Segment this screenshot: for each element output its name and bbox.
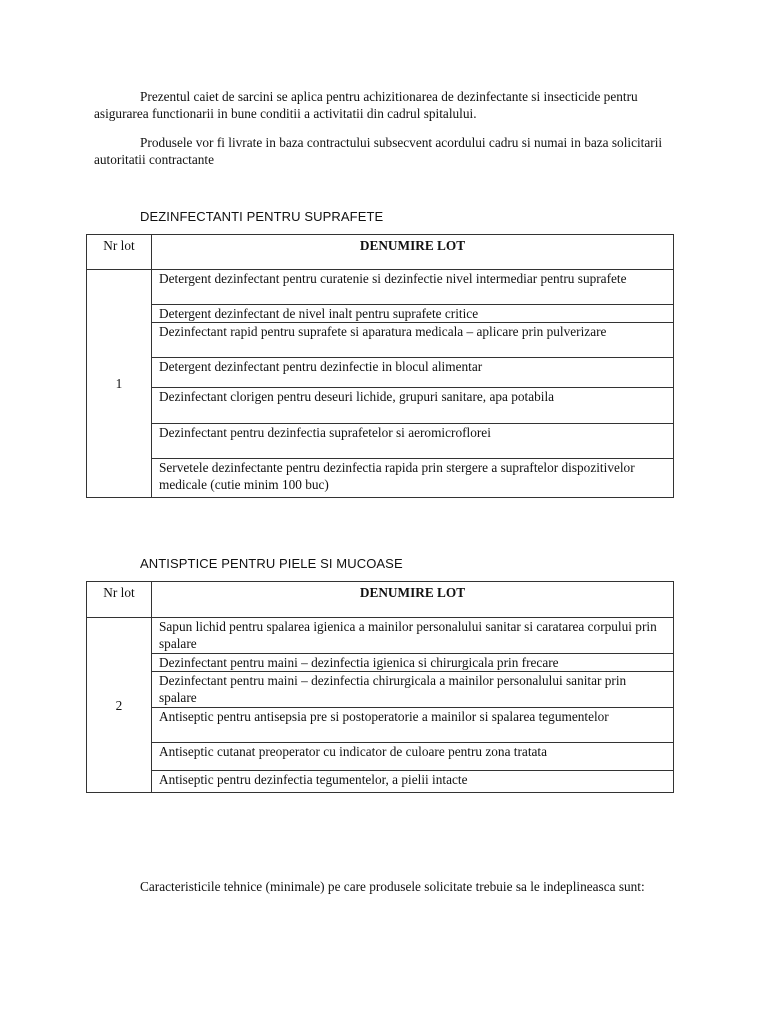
lot-item: Antiseptic pentru antisepsia pre si postoperatorie a mainilor si spalarea tegumentelor xyxy=(152,708,674,743)
footer-paragraph: Caracteristicile tehnice (minimale) pe care produsele solicitate trebuie sa le indeplineasca sunt: xyxy=(140,879,645,894)
lot-item: Dezinfectant clorigen pentru deseuri lichide, grupuri sanitare, apa potabila xyxy=(152,388,674,424)
section-1-title: DEZINFECTANTI PENTRU SUPRAFETE xyxy=(140,209,384,224)
lot-item: Dezinfectant pentru maini – dezinfectia chirurgicala a mainilor personalului sanitar prin spalare xyxy=(152,672,674,708)
header-nr-lot: Nr lot xyxy=(87,582,152,618)
table-row xyxy=(87,358,674,388)
section-2-table xyxy=(86,581,674,793)
intro-paragraph-2: Produsele vor fi livrate in baza contractului subsecvent acordului cadru si numai in baza solicitarii autoritatii contractante xyxy=(94,135,663,167)
lot-item: Sapun lichid pentru spalarea igienica a mainilor personalului sanitar si caratarea corpului prin spalare xyxy=(152,618,674,654)
table-row xyxy=(87,305,674,323)
table-row xyxy=(87,618,674,654)
table-row xyxy=(87,708,674,743)
table-row xyxy=(87,270,674,305)
lot-item: Dezinfectant rapid pentru suprafete si aparatura medicala – aplicare prin pulverizare xyxy=(152,323,674,358)
header-denumire-lot: DENUMIRE LOT xyxy=(152,582,674,618)
lot-item: Antiseptic pentru dezinfectia tegumentelor, a pielii intacte xyxy=(152,771,674,793)
table-row xyxy=(87,672,674,708)
header-nr-lot: Nr lot xyxy=(87,235,152,270)
table-row xyxy=(87,771,674,793)
lot-item: Dezinfectant pentru maini – dezinfectia igienica si chirurgicala prin frecare xyxy=(152,654,674,672)
lot-item: Dezinfectant pentru dezinfectia suprafetelor si aeromicroflorei xyxy=(152,424,674,459)
table-header-row xyxy=(87,582,674,618)
section-2-title: ANTISPTICE PENTRU PIELE SI MUCOASE xyxy=(140,556,403,571)
table-header-row xyxy=(87,235,674,270)
section-1-table xyxy=(86,234,674,498)
lot-number: 2 xyxy=(87,618,152,793)
table-row xyxy=(87,459,674,498)
intro-paragraph-1: Prezentul caiet de sarcini se aplica pentru achizitionarea de dezinfectante si insecticide pentru asigurarea functionarii in bune conditii a activitatii din cadrul spitalului. xyxy=(94,89,638,121)
lot-number: 1 xyxy=(87,270,152,498)
lot-item: Detergent dezinfectant de nivel inalt pentru suprafete critice xyxy=(152,305,674,323)
table-row xyxy=(87,654,674,672)
table-row xyxy=(87,424,674,459)
header-denumire-lot: DENUMIRE LOT xyxy=(152,235,674,270)
table-row xyxy=(87,743,674,771)
table-row xyxy=(87,323,674,358)
lot-item: Detergent dezinfectant pentru dezinfectie in blocul alimentar xyxy=(152,358,674,388)
table-row xyxy=(87,388,674,424)
lot-item: Servetele dezinfectante pentru dezinfectia rapida prin stergere a supraftelor dispozitivelor medicale (cutie minim 100 buc) xyxy=(152,459,674,498)
lot-item: Detergent dezinfectant pentru curatenie si dezinfectie nivel intermediar pentru suprafete xyxy=(152,270,674,305)
lot-item: Antiseptic cutanat preoperator cu indicator de culoare pentru zona tratata xyxy=(152,743,674,771)
